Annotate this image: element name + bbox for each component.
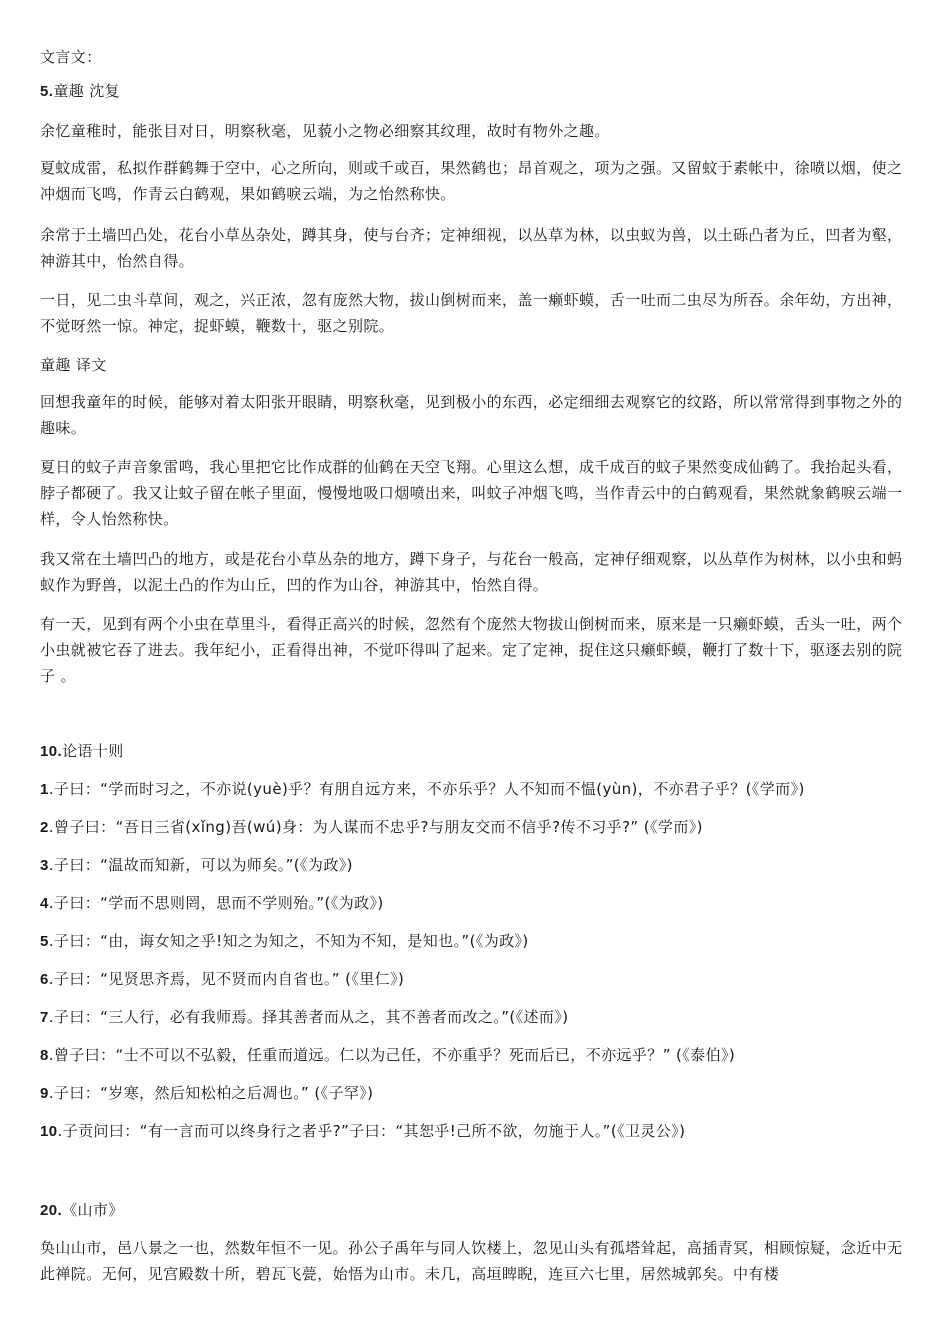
lunyu-item-number: 5 [40, 933, 49, 950]
lunyu-item [40, 966, 404, 993]
tongqu-paragraph: 夏蚊成雷，私拟作群鹤舞于空中，心之所向，则或千或百，果然鹤也；昂首观之，项为之强。又留蚊于素帐中，徐喷以烟，使之冲烟而飞鸣，作青云白鹤观，果如鹤唳云端，为之怡然称快。 [40, 159, 903, 203]
lunyu-item-number: 10 [40, 1123, 58, 1140]
lunyu-item-number: 6 [40, 971, 49, 988]
tongqu-title-text: 童趣 沈复 [53, 82, 121, 100]
lunyu-item [40, 928, 529, 955]
lunyu-item-number: 3 [40, 857, 49, 874]
lunyu-item-number: 7 [40, 1009, 49, 1026]
tongqu-paragraph: 一日，见二虫斗草间，观之，兴正浓，忽有庞然大物，拔山倒树而来，盖一癞虾蟆，舌一吐而二虫尽为所吞。余年幼，方出神，不觉呀然一惊。神定，捉虾蟆，鞭数十，驱之别院。 [40, 291, 903, 335]
lunyu-item [40, 1042, 735, 1069]
lunyu-item [40, 1004, 568, 1031]
tongqu-title-number: 5. [40, 83, 54, 100]
lunyu-item-text: .曾子曰：“吾日三省(xǐng)吾(wú)身：为人谋而不忠乎?与朋友交而不信乎?传不习乎?” (《学而》) [48, 818, 703, 836]
lunyu-item-number: 2 [40, 819, 49, 836]
lunyu-item-text: .子曰：“三人行，必有我师焉。择其善者而从之，其不善者而改之。”(《述而》) [48, 1008, 569, 1026]
lunyu-item-text: .子曰：“由，诲女知之乎!知之为知之，不知为不知，是知也。”(《为政》) [48, 932, 529, 950]
translation-paragraph: 回想我童年的时候，能够对着太阳张开眼睛，明察秋毫，见到极小的东西，必定细细去观察它的纹路，所以常常得到事物之外的趣味。 [40, 393, 903, 437]
shanshi-title [40, 1197, 124, 1224]
lunyu-title-text: 论语十则 [62, 742, 124, 760]
lunyu-item-text: .子曰：“温故而知新，可以为师矣。”(《为政》) [48, 856, 353, 874]
tongqu-paragraph: 余忆童稚时，能张目对日，明察秋毫，见藐小之物必细察其纹理，故时有物外之趣。 [40, 122, 610, 140]
translation-paragraph: 夏日的蚊子声音象雷鸣，我心里把它比作成群的仙鹤在天空飞翔。心里这么想，成千成百的蚊子果然变成仙鹤了。我抬起头看，脖子都硬了。我又让蚊子留在帐子里面，慢慢地吸口烟喷出来，叫蚊子冲烟飞鸣，当作青云中的白鹤观看，果然就象鹤唳云端一样，令人怡然称快。 [40, 458, 903, 528]
lunyu-item-number: 4 [40, 895, 49, 912]
lunyu-item-text: .子曰：“学而不思则罔，思而不学则殆。”(《为政》) [48, 894, 384, 912]
lunyu-item [40, 814, 703, 841]
lunyu-item-text: .子曰：“见贤思齐焉，见不贤而内自省也。” (《里仁》) [48, 970, 405, 988]
lunyu-item-text: .子曰：“岁寒，然后知松柏之后凋也。” (《子罕》) [48, 1084, 374, 1102]
lunyu-item-text: .子贡问曰：“有一言而可以终身行之者乎?”子曰：“其恕乎!己所不欲，勿施于人。”(《卫灵公》) [57, 1122, 686, 1140]
lunyu-item [40, 776, 805, 803]
shanshi-paragraph: 奂山山市，邑八景之一也，然数年恒不一见。孙公子禹年与同人饮楼上，忽见山头有孤塔耸起，高插青冥，相顾惊疑，念近中无此禅院。无何，见宫殿数十所，碧瓦飞甍，始悟为山市。未几，高垣睥睨，连亘六七里，居然城郭矣。中有楼 [40, 1239, 903, 1283]
tongqu-translation-title: 童趣 译文 [40, 356, 107, 374]
lunyu-item [40, 1118, 685, 1145]
shanshi-title-number: 20. [40, 1202, 63, 1219]
lunyu-item-text: .曾子曰：“士不可以不弘毅，任重而道远。仁以为己任，不亦重乎？死而后已，不亦远乎？” (《泰伯》) [48, 1046, 736, 1064]
translation-paragraph: 我又常在土墙凹凸的地方，或是花台小草丛杂的地方，蹲下身子，与花台一般高，定神仔细观察，以丛草作为树林，以小虫和蚂蚁作为野兽，以泥土凸的作为山丘，凹的作为山谷，神游其中，怡然自得。 [40, 550, 903, 594]
lunyu-item-text: .子曰：“学而时习之，不亦说(yuè)乎？有朋自远方来，不亦乐乎？人不知而不愠(yùn)，不亦君子乎？(《学而》) [48, 780, 805, 798]
lunyu-item-number: 9 [40, 1085, 49, 1102]
lunyu-item [40, 852, 353, 879]
lunyu-title-number: 10. [40, 743, 63, 760]
lunyu-item-number: 1 [40, 781, 49, 798]
lunyu-item [40, 890, 384, 917]
shanshi-title-text: 《山市》 [62, 1201, 124, 1219]
translation-paragraph: 有一天，见到有两个小虫在草里斗，看得正高兴的时候，忽然有个庞然大物拔山倒树而来，原来是一只癞虾蟆，舌头一吐，两个小虫就被它吞了进去。我年纪小，正看得出神，不觉吓得叫了起来。定了定神，捉住这只癞虾蟆，鞭打了数十下，驱逐去别的院子 。 [40, 615, 903, 685]
tongqu-title [40, 78, 120, 105]
tongqu-paragraph: 余常于土墙凹凸处，花台小草丛杂处，蹲其身，使与台齐；定神细视，以丛草为林，以虫蚁为兽，以土砾凸者为丘，凹者为壑，神游其中，怡然自得。 [40, 226, 903, 270]
lunyu-item [40, 1080, 373, 1107]
lunyu-title [40, 738, 124, 765]
section-intro: 文言文： [40, 48, 102, 66]
lunyu-item-number: 8 [40, 1047, 49, 1064]
